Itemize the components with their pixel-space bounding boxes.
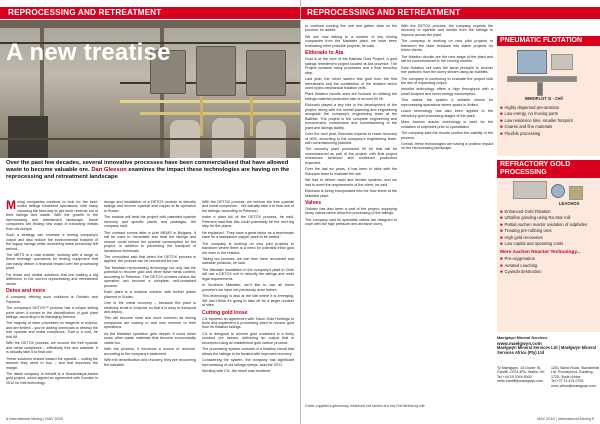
feature-item: ■ Ultrafine grinding using Ra-Star mill xyxy=(500,215,571,221)
paragraph-text: A company offering such solutions is Outotec and Partners. xyxy=(6,295,98,304)
paragraph-text: He explained: 'They have a great factor as a benchmark case for a standalone copper plant to be added.' xyxy=(202,230,294,240)
right-folio: MAY 2018 | International Mining 9 xyxy=(537,417,594,421)
article-paragraph xyxy=(401,131,493,140)
photo-pipe xyxy=(120,100,300,103)
paragraph-text: make a plant full of the DETOX process, he said. Peterson said that this could potentially be the next big step for the plants. xyxy=(202,215,294,229)
right-page xyxy=(300,0,600,424)
reactor-unit xyxy=(513,181,547,199)
section-subheading: Valves xyxy=(305,199,322,206)
paragraph-text: The company is working on new pilot projects to transform where there is a need for potential fresh gold ore even in the residue. xyxy=(202,241,294,255)
uk-phone: Tel +44 29 2049 5000 xyxy=(497,374,532,379)
article-paragraph xyxy=(305,77,397,90)
feature-item: ■ Low capital and operating costs xyxy=(500,241,564,247)
article-paragraph xyxy=(401,55,493,64)
flotation-cell-unit xyxy=(551,54,573,70)
section-subheading: Eldorado to Ata xyxy=(305,50,344,57)
paragraph-text: Outotec has also been a part of the project, supplying slurry valves which allow the processing of the tailings. xyxy=(305,206,397,216)
paragraph-text: The company is continuing to evaluate the project with the aim of expanding output. xyxy=(401,76,493,85)
article-paragraph xyxy=(6,341,98,354)
paragraph-text: One is the metal recovery – because the plant is relatively small in footprint, so that it is easy to transport and deploy. xyxy=(104,301,196,314)
article-paragraph xyxy=(202,268,294,281)
article-paragraph xyxy=(202,200,294,213)
feature-item: ■ Low energy, no moving parts xyxy=(500,111,558,117)
refractory-gold-box xyxy=(497,160,600,332)
paragraph-text: The processing system consists of a flotation circuit that allows the tailings to be treated with improved recovery. xyxy=(202,347,294,356)
left-column-3 xyxy=(202,200,294,376)
feature-item: ■ Coarse and fine materials xyxy=(500,124,553,130)
photo-pipe xyxy=(200,96,203,136)
bullet-icon: ■ xyxy=(500,105,503,110)
flotation-cell-label: IMHOFLOT G - Cell xyxy=(525,96,563,101)
feature-item: ■ Cyanide destruction xyxy=(500,269,542,275)
flotation-diagram xyxy=(497,46,600,104)
paragraph-text: The contract comes after a joint MEMS in Bulgaria. It will be used to 'remediate and treat the tailings and ensure' could reduce the cyanide consumption for the project, in addition to preventing the transport of hazardous chemicals. xyxy=(104,230,196,253)
paragraph-text: The company said the results confirm the viability of the process. xyxy=(401,131,493,140)
drop-cap: M xyxy=(6,200,16,212)
article-paragraph xyxy=(401,39,493,52)
left-column-1 xyxy=(6,200,98,387)
refractory-diagram xyxy=(497,178,600,208)
paragraph-text: design and installation of a DETOX module to detoxify tailings and recover cyanide and copper at its operation in Sudan. xyxy=(104,200,196,213)
photo-roof-beam xyxy=(0,20,300,28)
intro-text-rest: examines the impact these technologies are having on the reprocessing and retreatment landscape xyxy=(6,167,290,181)
paragraph-text: This will become more and more common as mining companies are looking to add new revenue to their operations. xyxy=(104,316,196,330)
article-paragraph xyxy=(202,347,294,356)
flotation-cell-leg xyxy=(537,82,543,96)
article-paragraph xyxy=(401,66,493,75)
article-paragraph xyxy=(202,242,294,255)
article-paragraph xyxy=(305,167,397,176)
paragraph-text: This technology is also at the site where it is emerging. We don't think it's going to take off for a larger number of sites. xyxy=(202,294,294,308)
photo-tank xyxy=(246,50,286,96)
bullet-icon: ■ xyxy=(500,228,503,234)
advertiser-name: Maelgwyn Mineral Services xyxy=(497,335,548,340)
article-paragraph xyxy=(305,103,397,130)
article-paragraph xyxy=(6,372,98,385)
bullet-icon: ■ xyxy=(500,124,503,130)
sa-phone: Tel +27 11 474 0705 xyxy=(551,379,584,384)
article-paragraph xyxy=(104,316,196,329)
left-folio: 8 International Mining | MAY 2018 xyxy=(6,417,63,421)
paragraph-text: Taking our process, we can then have recovered and saleable products, he said. xyxy=(202,256,294,266)
article-paragraph xyxy=(401,77,493,86)
article-intro xyxy=(6,160,298,181)
paragraph-text: The flotation circuits are the next stage of the plant and will be commissioned in the coming months. xyxy=(401,54,493,64)
article-paragraph xyxy=(202,257,294,266)
paragraph-text: CIL reported an agreement with Tulum Gold Holdings to build and implement a processing plant to recover gold from its flotation tailings. xyxy=(202,316,294,330)
paragraph-text: The latest company to benefit is a Mozambique-based gold project, which signed an agreement with Dundee in 2012 for this technology. xyxy=(6,371,98,385)
article-paragraph xyxy=(305,57,397,75)
photo-floor-line xyxy=(0,138,300,140)
article-paragraph xyxy=(104,301,196,314)
paragraph-text: With the DETOX process, the company expects the recovery of cyanide and metals from the tailings to improve across the plant. xyxy=(401,24,493,37)
paragraph-text: Eldorado played a key role in the development of the project, along with the overall planning and engineering alongside the company's engineering team at the Bakhtar. The project is the complete engineering and procurement, construction and commissioning of the plant and tailings facility. xyxy=(305,103,397,130)
feature-item: ■ Treating pre-robbing ores xyxy=(500,228,552,234)
article-paragraph xyxy=(104,231,196,253)
photo-shadow xyxy=(8,116,48,158)
paragraph-text: Over the next year, Eldorado expects to reach recovery of 90%, according to the company's engineering team, with commissioning planned. xyxy=(305,132,397,145)
bullet-icon: ■ xyxy=(500,130,503,136)
right-column-2 xyxy=(401,24,493,153)
paragraph-text: Working with CIL, the result was excellent. xyxy=(202,369,272,374)
article-paragraph xyxy=(202,215,294,228)
bullet-icon: ■ xyxy=(500,209,503,214)
feature-item: ■ Aerated Leaching xyxy=(500,262,538,268)
feature-item: ■ Pre-oxygenation xyxy=(500,256,536,262)
flotation-features xyxy=(497,104,600,140)
feature-item: ■ Partial Aachen reactor oxidation of sulphides xyxy=(500,221,588,227)
leachox-label: LEACHOX xyxy=(559,201,580,206)
uk-office xyxy=(497,366,547,384)
feature-item: ■ Low residence time, smaller footprint xyxy=(500,117,573,123)
reactor-vessel xyxy=(551,184,565,198)
article-paragraph xyxy=(104,200,196,213)
article-paragraph xyxy=(104,266,196,288)
reactor-drum xyxy=(569,186,583,200)
paragraph-text: For these and similar solutions that are making a big difference in the current reprocessing and retreatment sector. xyxy=(6,272,98,286)
article-paragraph xyxy=(6,357,98,370)
aachen-subtitle: More Aachen Reactor Technology... xyxy=(500,250,581,256)
article-paragraph xyxy=(305,35,397,48)
article-paragraph xyxy=(6,295,98,304)
aachen-features xyxy=(497,255,600,278)
sa-email[interactable]: mms.africa@maelgwyn.com xyxy=(551,383,597,388)
article-paragraph xyxy=(202,317,294,330)
left-section-band: REPROCESSING AND RETREATMENT xyxy=(0,7,300,19)
article-paragraph xyxy=(6,273,98,286)
article-paragraph xyxy=(6,321,98,339)
article-paragraph xyxy=(202,369,294,373)
feature-item: ■ High gold recoveries xyxy=(500,234,543,240)
article-paragraph xyxy=(401,142,493,151)
bullet-icon: ■ xyxy=(500,241,503,247)
paragraph-text: These solutions reduce toward the cyanide – cutting the amount they need to buy – and that improves the margin. xyxy=(6,356,98,370)
article-paragraph xyxy=(104,332,196,345)
paragraph-text: Each plant is a modular solution with further plants planned in Sudan. xyxy=(104,290,196,299)
section-subheading: Cutting gold loose xyxy=(202,309,248,316)
right-section-band: REPROCESSING AND RETREATMENT xyxy=(301,7,600,19)
paragraph-text: With the DETOX process, we recover the free cyanide and metal complexes – effectively free and saleable. It is actually take it to final use. xyxy=(6,341,98,355)
paragraph-text: As the Mantaler operation gets deeper, it could mean some other waste materials that become economically viable too. xyxy=(104,331,196,345)
article-paragraph xyxy=(401,120,493,129)
paragraph-text: Over the last six years, it has been in talks with the Eldorado team to evaluate the site. xyxy=(305,167,397,176)
paragraph-text: The Mantaler reprocessing technology not only has the potential to recover gold and other base metal content, according to Peterson. The DETOX process means the operation can become a complete, self-contained process. xyxy=(104,265,196,288)
paragraph-text: Plant flotation circuits used are focused on utilising the tailings material production rate of around 50 t/h. xyxy=(305,92,397,101)
section-subheading: Detox and more xyxy=(6,288,46,295)
article-paragraph xyxy=(202,358,294,367)
article-paragraph xyxy=(401,87,493,96)
paragraph-text: Imhoflot technology offers a high throughput with a small footprint and lower energy consumption. xyxy=(401,87,493,96)
article-paragraph xyxy=(305,147,397,165)
bullet-icon: ■ xyxy=(500,221,503,227)
feature-item: ■ Flexible processing xyxy=(500,130,541,136)
paragraph-text: With the detoxification and recovery, they are recovering the saleable. xyxy=(104,358,196,367)
article-paragraph xyxy=(6,253,98,271)
paragraph-text: In Southern Mantaler, we'd like to use all these process's we have not previously done before. xyxy=(202,283,294,292)
article-paragraph xyxy=(305,92,397,101)
article-paragraph xyxy=(305,189,397,198)
advertiser-entities: Maelgwyn Mineral Services Ltd | Maelgwyn Mineral Services Africa (Pty) Ltd xyxy=(497,345,596,355)
article-paragraph xyxy=(104,255,196,264)
article-paragraph xyxy=(305,207,397,216)
article-paragraph xyxy=(6,200,98,231)
article-paragraph xyxy=(104,358,196,367)
pneumatic-flotation-box xyxy=(497,36,600,156)
paragraph-text: Considering the system, the company has significant reprocessing of old tailings dumps, said the CEO. xyxy=(202,358,294,367)
refractory-title: REFRACTORY GOLD PROCESSING xyxy=(497,160,600,178)
paragraph-text: This makes the system a suitable choice for reprocessing operations where space is limited. xyxy=(401,98,493,107)
bullet-icon: ■ xyxy=(500,215,503,221)
paragraph-text: The company is working on new pilot projects to transform the older residues into viable projects for future clients. xyxy=(401,39,493,53)
paragraph-text: With the DETOX process, we recover the free cyanide and metal complexes... We actually take it to final use of the tailings, according to Peterson. xyxy=(202,200,294,213)
bullet-icon: ■ xyxy=(500,111,503,117)
photo-caption: Cortec supplied a generously reinforced cell section at a key Fort McMurray site xyxy=(305,404,425,408)
article-paragraph xyxy=(401,98,493,107)
paragraph-text: Overall, these technologies are having a positive impact on the reprocessing landscape. xyxy=(401,141,493,151)
article-paragraph xyxy=(202,294,294,307)
paragraph-text: CIL is designed to recover gold contained in a finely crushed ore stream, delivering an output that is recovered using an established gold carbon process. xyxy=(202,331,294,345)
flotation-title: PNEUMATIC FLOTATION xyxy=(497,36,600,46)
paragraph-text: ining companies continue to look for the best-suited tailings treatment operations, with many choosing the best way to get more revenue out of their tailings and waste. With the growth in the reprocessing and retreatment landscape, these companies are finding new ways of extracting metals from old dumps. xyxy=(6,200,98,231)
bullet-icon: ■ xyxy=(500,117,503,123)
sa-address: 1201 Stand Road, Standeritalt Ltd, Roodepoort, Gauteng, 1725, South Africa xyxy=(551,366,600,379)
paragraph-text: The METS is a vital enabler, working with a range of these leverage operations for finding equipment that can easily deliver a financial reward over the processing plant. xyxy=(6,252,98,271)
article-paragraph xyxy=(104,215,196,228)
article-paragraph xyxy=(104,290,196,299)
paragraph-text: Gold is at the core of the Bakhtar Gold Project, a gold tailings retreatment project located at Ata province. The Project contains many processes and a final recovery step. xyxy=(305,57,397,75)
paragraph-text: The company said its specialist valves are designed to cope with the high pressure and abrasive slurry. xyxy=(305,217,397,227)
photo-pipe xyxy=(250,96,253,136)
article-paragraph xyxy=(305,24,397,33)
uk-email[interactable]: mms.cardiff@maelgwyn.com xyxy=(497,379,544,384)
left-column-2 xyxy=(104,200,196,369)
article-paragraph xyxy=(202,231,294,240)
feature-item: ■ Highly dispersed pre-aeration xyxy=(500,105,560,110)
photo-tank xyxy=(196,46,236,96)
paragraph-text: With the process, it becomes a source of revenue, according to the company's statement. xyxy=(104,347,196,356)
intro-byline: Dan Gleeson xyxy=(91,167,127,174)
article-paragraph xyxy=(305,218,397,227)
paragraph-text: We are now talking to a number of key mining companies from the Mantaler plant, we have been evaluating other possible projects, he said. xyxy=(305,34,397,48)
flotation-cell-tank xyxy=(517,50,547,74)
article-paragraph xyxy=(202,283,294,292)
paragraph-text: Each flotation cell uses the same principle to recover fine particles from the slurry stream using air bubbles. xyxy=(401,65,493,75)
article-paragraph xyxy=(6,306,98,319)
article-paragraph xyxy=(6,233,98,251)
advertiser-block xyxy=(497,336,600,418)
intro-text: Over the past few decades, several innovative processes have been commercialised that have allowed waste to become valuable ore. xyxy=(6,160,289,174)
paragraph-text: to continue running the unit and gather data on the process, he added. xyxy=(305,24,397,33)
paragraph-text: The consultant said that when the DETOX process is applied, the product can be recovered for use. xyxy=(104,254,196,264)
right-column-1 xyxy=(305,24,397,229)
photo-pipe xyxy=(140,112,300,115)
feature-item: ■ Enhanced Gold Flotation xyxy=(500,209,551,214)
leachox-features xyxy=(497,208,600,250)
article-headline: A new treatise xyxy=(6,39,171,66)
uk-address: Ty Maelgwyn, 1A Gower St, Cardiff, CF24 4PA, Wales, UK xyxy=(497,366,545,375)
bullet-icon: ■ xyxy=(500,269,503,275)
article-paragraph xyxy=(202,332,294,345)
bullet-icon: ■ xyxy=(500,262,503,268)
bullet-icon: ■ xyxy=(500,234,503,240)
bullet-icon: ■ xyxy=(500,256,503,262)
paragraph-text: Last year, the miner started first gold from the first retreatment and the constitution of the flotation which used hydro-mechanical flotation cells. xyxy=(305,77,397,90)
paragraph-text: Eldorado is being incorporated into the flow sheet at the Mantaler plant. xyxy=(305,189,397,198)
paragraph-text: The Mantaler installation in the company's plant in Chile will use a DETOX unit to detoxify the tailings and meet legal requirements. xyxy=(202,267,294,281)
paragraph-text: More Aachen reactor technology is used for the oxidation of sulphides prior to cyanidation. xyxy=(401,120,493,129)
paragraph-text: The majority of other processes on reagents or sulphur, and are limited – you've adding chemicals to destroy the free cyanide and metal complexes. That is a cost, he told IM. xyxy=(6,321,98,339)
article-paragraph xyxy=(401,24,493,37)
paragraph-text: The company's DETOX™ process has a unique selling point when it comes to the detoxification of gold plant tailings, according to its Managing Director. xyxy=(6,306,98,319)
article-paragraph xyxy=(305,132,397,145)
paragraph-text: The recovery plant processed 90 t/h that will be commissioned as part of the project, with final project milestones achieved and continued production expected. xyxy=(305,147,397,165)
article-paragraph xyxy=(104,347,196,356)
advertiser-url[interactable]: www.maelgwyn.com xyxy=(497,340,542,346)
paragraph-text: The module will treat the project with patented cyanide recovery and specific plants and packages, the company said. xyxy=(104,215,196,229)
article-paragraph xyxy=(401,109,493,118)
paragraph-text: We had to deliver rapid and flexible systems, and we had to meet the requirements of the client, he said. xyxy=(305,178,397,187)
paragraph-text: Such a strategy can increase a mining company's output and also reduce the environmental footprint of the legacy tailings while recovering metal previously left behind. xyxy=(6,233,98,251)
paragraph-text: Leach technology has also been applied to the refractory gold processing stages of the plant. xyxy=(401,109,493,118)
sa-office xyxy=(551,366,600,388)
article-paragraph xyxy=(305,178,397,187)
